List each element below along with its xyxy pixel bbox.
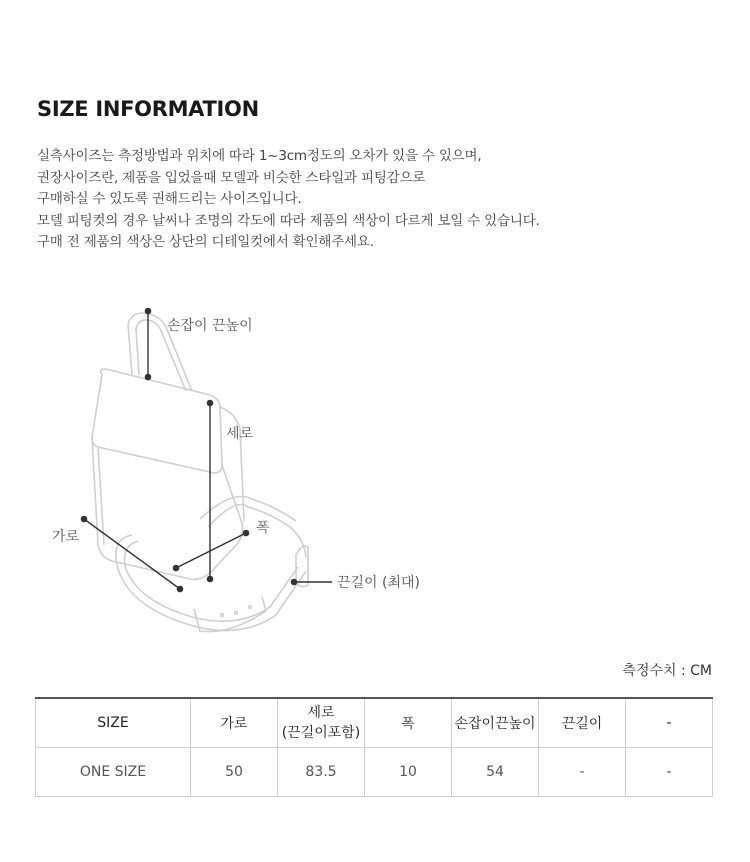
label-handle-height: 손잡이 끈높이 (167, 318, 253, 334)
table-header-row (36, 698, 713, 748)
size-notice (37, 146, 540, 254)
header-height (278, 698, 365, 748)
header-size: SIZE (36, 698, 191, 748)
header-extra: - (626, 698, 713, 748)
cell-depth: 10 (365, 748, 452, 797)
header-depth: 폭 (365, 698, 452, 748)
notice-line: 구매 전 제품의 색상은 상단의 디테일컷에서 확인해주세요. (37, 234, 374, 250)
bag-outline (92, 313, 308, 632)
label-width: 가로 (52, 529, 80, 545)
size-table (35, 697, 713, 797)
notice-line: 구매하실 수 있도록 권해드리는 사이즈입니다. (37, 191, 302, 207)
header-strap-length: 끈길이 (539, 698, 626, 748)
cell-extra: - (626, 748, 713, 797)
measurement-lines (81, 308, 332, 591)
header-width: 가로 (191, 698, 278, 748)
bag-measurement-diagram (40, 295, 440, 645)
header-handle-height: 손잡이끈높이 (452, 698, 539, 748)
bag-illustration (40, 295, 440, 645)
cell-height: 83.5 (278, 748, 365, 797)
label-strap-length: 끈길이 (최대) (337, 575, 420, 591)
cell-width: 50 (191, 748, 278, 797)
notice-line: 권장사이즈란, 제품을 입었을때 모델과 비슷한 스타일과 피팅감으로 (37, 169, 426, 186)
label-height: 세로 (226, 426, 254, 442)
cell-strap-length: - (539, 748, 626, 797)
cell-size: ONE SIZE (36, 748, 191, 797)
table-row (36, 748, 713, 797)
header-height-label: 세로 (307, 705, 335, 721)
cell-handle-height: 54 (452, 748, 539, 797)
label-depth: 폭 (256, 520, 270, 536)
notice-line: 실측사이즈는 측정방법과 위치에 따라 1~3cm정도의 오차가 있을 수 있으며, (37, 148, 482, 164)
header-height-note: (끈길이포함) (281, 725, 361, 741)
section-title: SIZE INFORMATION (37, 97, 259, 121)
notice-line: 모델 피팅컷의 경우 날씨나 조명의 각도에 따라 제품의 색상이 다르게 보일 수 있습니다. (37, 212, 540, 229)
measurement-unit: 측정수치 : CM (622, 663, 712, 679)
